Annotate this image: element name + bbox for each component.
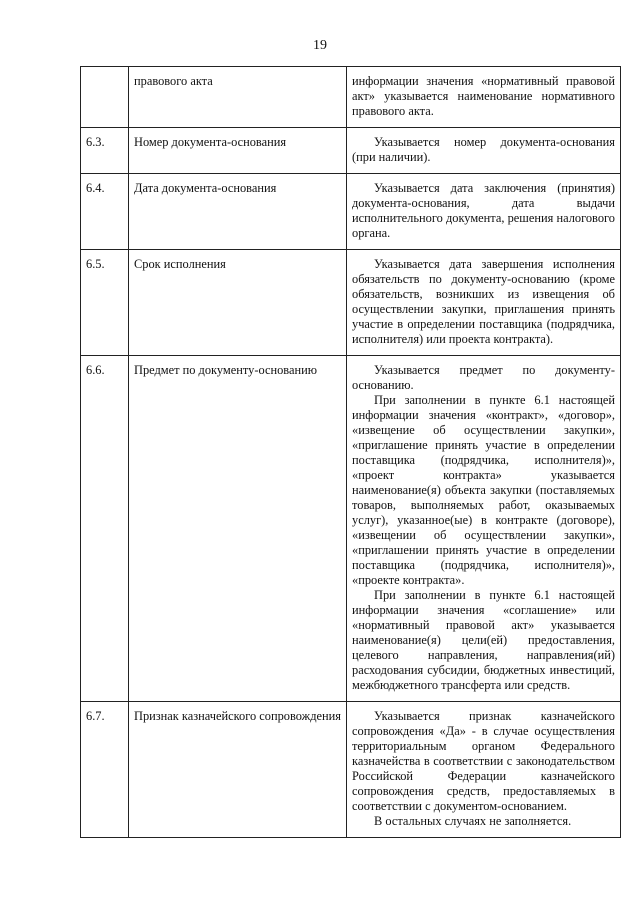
- description-paragraph: Указывается признак казначейского сопровождения «Да» - в случае осуществления территориальным органом Федерального казначейства в соответствии с законодательством Российской Федерации казначейского сопровождения средств, предоставляемых в соответствии с документом-основанием.: [352, 709, 615, 813]
- field-description: [347, 250, 621, 356]
- description-paragraph: Указывается дата завершения исполнения обязательств по документу-основанию (кроме обязательств, возникших из извещения об осуществлении закупки, приглашения принять участие в определении поставщика (подрядчика, исполнителя) или проекта контракта).: [352, 257, 615, 346]
- description-paragraph: Указывается номер документа-основания (при наличии).: [352, 135, 615, 164]
- table-row: [81, 174, 621, 250]
- description-paragraph: информации значения «нормативный правовой акт» указывается наименование нормативного правового акта.: [352, 74, 615, 118]
- field-description: [347, 356, 621, 702]
- page-number: 19: [313, 38, 327, 53]
- description-paragraph: В остальных случаях не заполняется.: [374, 814, 572, 828]
- field-name: Дата документа-основания: [129, 174, 347, 250]
- field-name: Предмет по документу-основанию: [129, 356, 347, 702]
- row-number: [81, 67, 129, 128]
- field-description: [347, 174, 621, 250]
- field-description: [347, 702, 621, 838]
- row-number: 6.4.: [81, 174, 129, 250]
- description-paragraph: Указывается предмет по документу-основанию.: [352, 363, 615, 392]
- field-name: правового акта: [129, 67, 347, 128]
- field-description: [347, 128, 621, 174]
- table-row: [81, 702, 621, 838]
- field-name: Номер документа-основания: [129, 128, 347, 174]
- description-paragraph: При заполнении в пункте 6.1 настоящей информации значения «контракт», «договор», «извещение об осуществлении закупки», «приглашение принять участие в определении поставщика (подрядчика, исполнителя)», «проект контракта» указывается наименование(я) объекта закупки (поставляемых товаров, выполняемых работ, оказываемых услуг), указанное(ые) в контракте (договоре), «извещении об осуществлении закупки», «приглашении принять участие в определении поставщика (подрядчика, исполнителя)», «проекте контракта».: [352, 393, 615, 587]
- table-row: [81, 356, 621, 702]
- row-number: 6.6.: [81, 356, 129, 702]
- requisites-table: [80, 66, 621, 838]
- row-number: 6.3.: [81, 128, 129, 174]
- field-name: Признак казначейского сопровождения: [129, 702, 347, 838]
- description-paragraph: Указывается дата заключения (принятия) документа-основания, дата выдачи исполнительного документа, решения налогового органа.: [352, 181, 615, 240]
- table-row: [81, 250, 621, 356]
- description-paragraph: При заполнении в пункте 6.1 настоящей информации значения «соглашение» или «нормативный правовой акт» указывается наименование(я) цели(ей) предоставления, целевого направления, направления(ий) расходования субсидии, бюджетных инвестиций, межбюджетного трансферта или средств.: [352, 588, 615, 692]
- table-row: [81, 128, 621, 174]
- table-row: [81, 67, 621, 128]
- field-description: [347, 67, 621, 128]
- row-number: 6.7.: [81, 702, 129, 838]
- row-number: 6.5.: [81, 250, 129, 356]
- field-name: Срок исполнения: [129, 250, 347, 356]
